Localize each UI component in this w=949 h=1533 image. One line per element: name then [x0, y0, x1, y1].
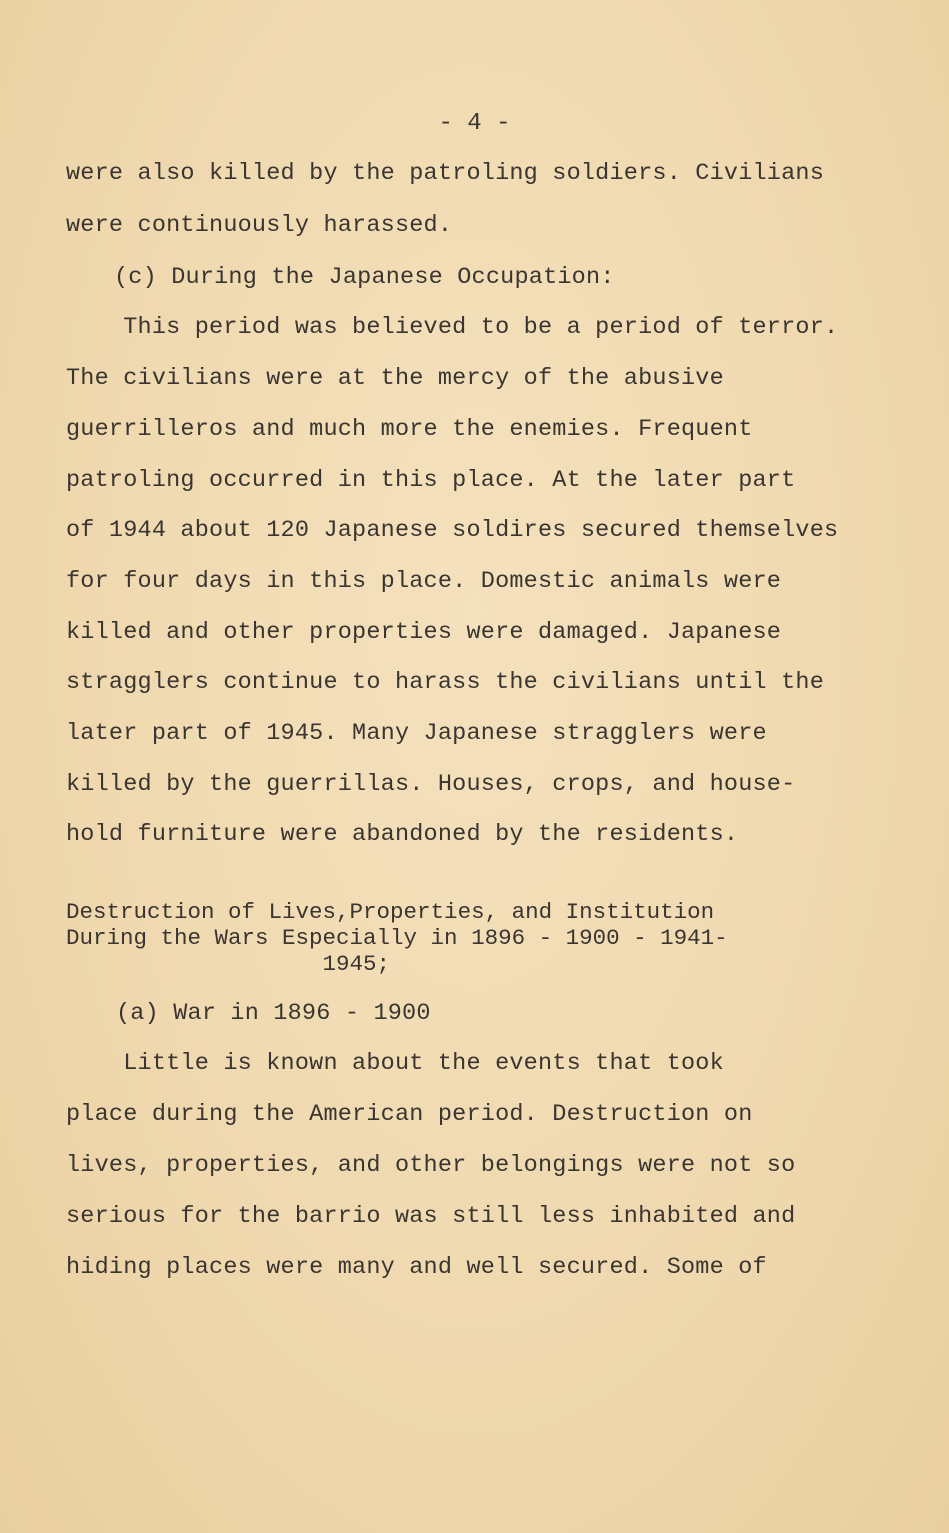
paragraph-line: killed by the guerrillas. Houses, crops, and house- — [66, 771, 796, 798]
paragraph-line: later part of 1945. Many Japanese stragglers were — [66, 720, 767, 747]
paragraph-line: were continuously harassed. — [66, 212, 453, 239]
paragraph-line: The civilians were at the mercy of the abusive — [66, 365, 724, 392]
paragraph-line: hold furniture were abandoned by the residents. — [66, 821, 739, 848]
paragraph-line: were also killed by the patroling soldiers. Civilians — [66, 160, 825, 187]
paragraph-line: hiding places were many and well secured. Some of — [66, 1254, 767, 1281]
paragraph-line: Little is known about the events that took — [66, 1050, 724, 1077]
page-number: - 4 - — [438, 110, 511, 137]
section-heading-war-1896: (a) War in 1896 - 1900 — [116, 1000, 431, 1027]
paragraph-line: for four days in this place. Domestic animals were — [66, 568, 782, 595]
paragraph-line: This period was believed to be a period of terror. — [66, 314, 839, 341]
section-heading-japanese-occupation: (c) During the Japanese Occupation: — [114, 264, 615, 291]
paragraph-line: serious for the barrio was still less inhabited and — [66, 1203, 796, 1230]
destruction-heading-line: Destruction of Lives,Properties, and Institution — [66, 899, 715, 925]
paragraph-line: killed and other properties were damaged. Japanese — [66, 619, 782, 646]
paragraph-line: place during the American period. Destruction on — [66, 1101, 753, 1128]
destruction-heading-line: 1945; — [66, 951, 391, 977]
paragraph-line: stragglers continue to harass the civilians until the — [66, 669, 825, 696]
destruction-heading-line: During the Wars Especially in 1896 - 1900 - 1941- — [66, 925, 728, 951]
paragraph-line: lives, properties, and other belongings were not so — [66, 1152, 796, 1179]
paragraph-line: patroling occurred in this place. At the later part — [66, 467, 796, 494]
paragraph-line: guerrilleros and much more the enemies. Frequent — [66, 416, 753, 443]
paragraph-line: of 1944 about 120 Japanese soldires secured themselves — [66, 517, 839, 544]
